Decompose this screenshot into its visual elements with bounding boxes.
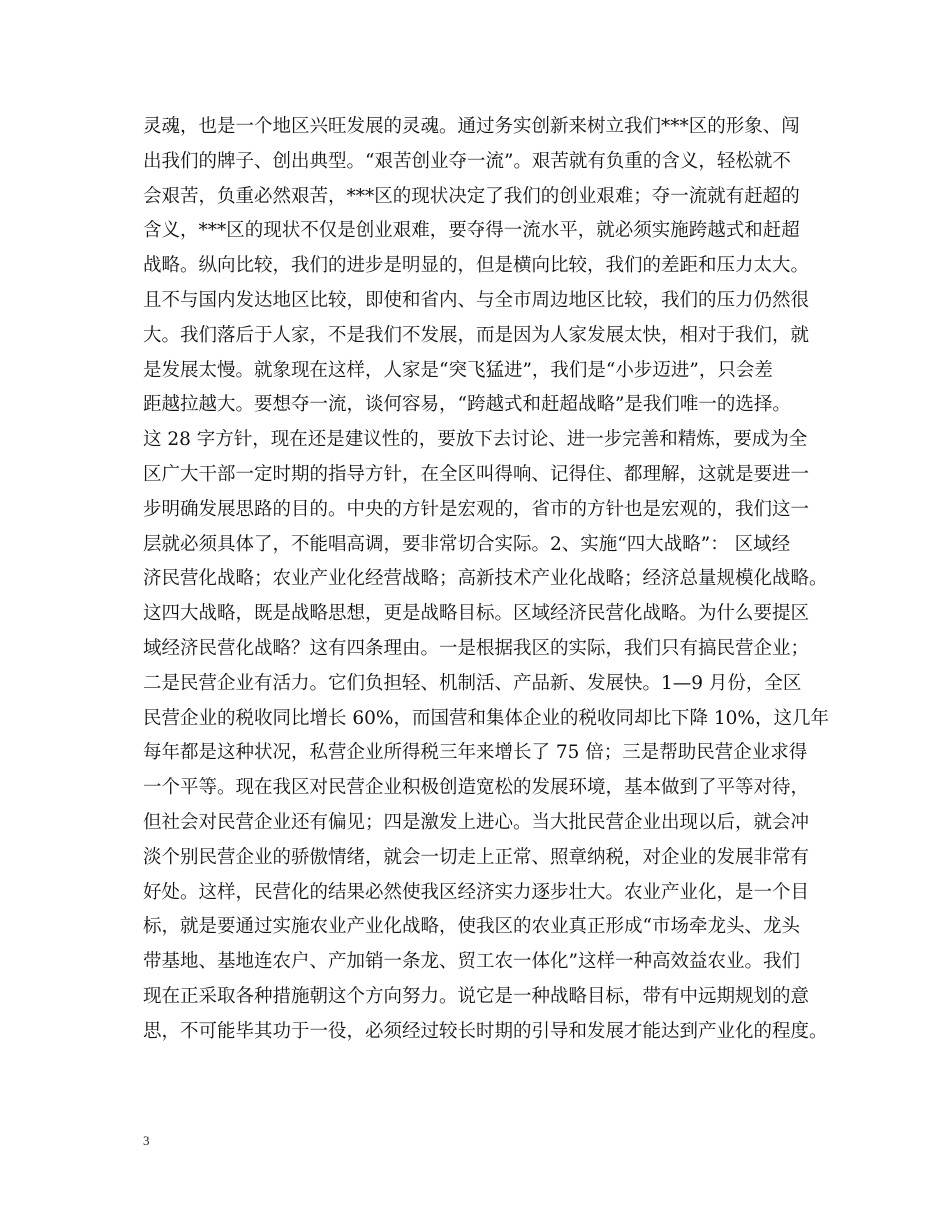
text-line: 域经济民营化战略？这有四条理由。一是根据我区的实际，我们只有搞民营企业； [143,637,810,659]
text-line: 战略。纵向比较，我们的进步是明显的，但是横向比较，我们的差距和压力太大。 [143,255,810,277]
text-line: 大。我们落后于人家，不是我们不发展，而是因为人家发展太快，相对于我们，就 [143,324,810,346]
text-line: 好处。这样，民营化的结果必然使我区经济实力逐步壮大。农业产业化，是一个目 [143,881,810,903]
text-line: 是发展太慢。就象现在这样，人家是“突飞猛进”，我们是“小步迈进”，只会差 [143,359,773,381]
text-line: 区广大干部一定时期的指导方针，在全区叫得响、记得住、都理解，这就是要进一 [143,463,810,485]
text-line: 含义，***区的现状不仅是创业艰难，要夺得一流水平，就必须实施跨越式和赶超 [143,220,800,242]
text-line: 灵魂，也是一个地区兴旺发展的灵魂。通过务实创新来树立我们***区的形象、闯 [143,116,800,137]
text-line: 步明确发展思路的目的。中央的方针是宏观的，省市的方针也是宏观的，我们这一 [143,498,810,520]
text-line: 现在正采取各种措施朝这个方向努力。说它是一种战略目标，带有中远期规划的意 [143,985,810,1007]
text-line: 层就必须具体了，不能唱高调，要非常切合实际。2、实施“四大战略”： 区域经 [143,533,791,555]
text-line: 出我们的牌子、创出典型。“艰苦创业夺一流”。艰苦就有负重的含义，轻松就不 [143,150,791,172]
text-line: 距越拉越大。要想夺一流，谈何容易，“跨越式和赶超战略”是我们唯一的选择。 [143,394,791,416]
text-line: 且不与国内发达地区比较，即使和省内、与全市周边地区比较，我们的压力仍然很 [143,289,810,311]
body-text [143,110,830,1050]
text-line: 济民营化战略；农业产业化经营战略；高新技术产业化战略；经济总量规模化战略。 [143,568,828,590]
text-line: 这四大战略，既是战略思想，更是战略目标。区域经济民营化战略。为什么要提区 [143,603,810,625]
text-line: 二是民营企业有活力。它们负担轻、机制活、产品新、发展快。1—9 月份，全区 [143,672,802,694]
text-line: 但社会对民营企业还有偏见；四是激发上进心。当大批民营企业出现以后，就会冲 [143,811,810,833]
text-line: 标，就是要通过实施农业产业化战略，使我区的农业真正形成“市场牵龙头、龙头 [143,916,800,938]
page-number: 3 [143,1133,150,1148]
text-line: 会艰苦，负重必然艰苦，***区的现状决定了我们的创业艰难；夺一流就有赶超的 [143,185,800,207]
text-line: 一个平等。现在我区对民营企业积极创造宽松的发展环境，基本做到了平等对待， [143,777,810,799]
text-line: 淡个别民营企业的骄傲情绪，就会一切走上正常、照章纳税，对企业的发展非常有 [143,846,810,868]
text-line: 带基地、基地连农户、产加销一条龙、贸工农一体化”这样一种高效益农业。我们 [143,951,800,973]
text-line: 民营企业的税收同比增长 60%，而国营和集体企业的税收同却比下降 10%，这几年 [143,707,830,729]
text-line: 这 28 字方针，现在还是建议性的，要放下去讨论、进一步完善和精炼，要成为全 [143,429,808,451]
text-line: 思，不可能毕其功于一役，必须经过较长时期的引导和发展才能达到产业化的程度。 [143,1020,828,1042]
text-line: 每年都是这种状况，私营企业所得税三年来增长了 75 倍；三是帮助民营企业求得 [143,742,808,764]
